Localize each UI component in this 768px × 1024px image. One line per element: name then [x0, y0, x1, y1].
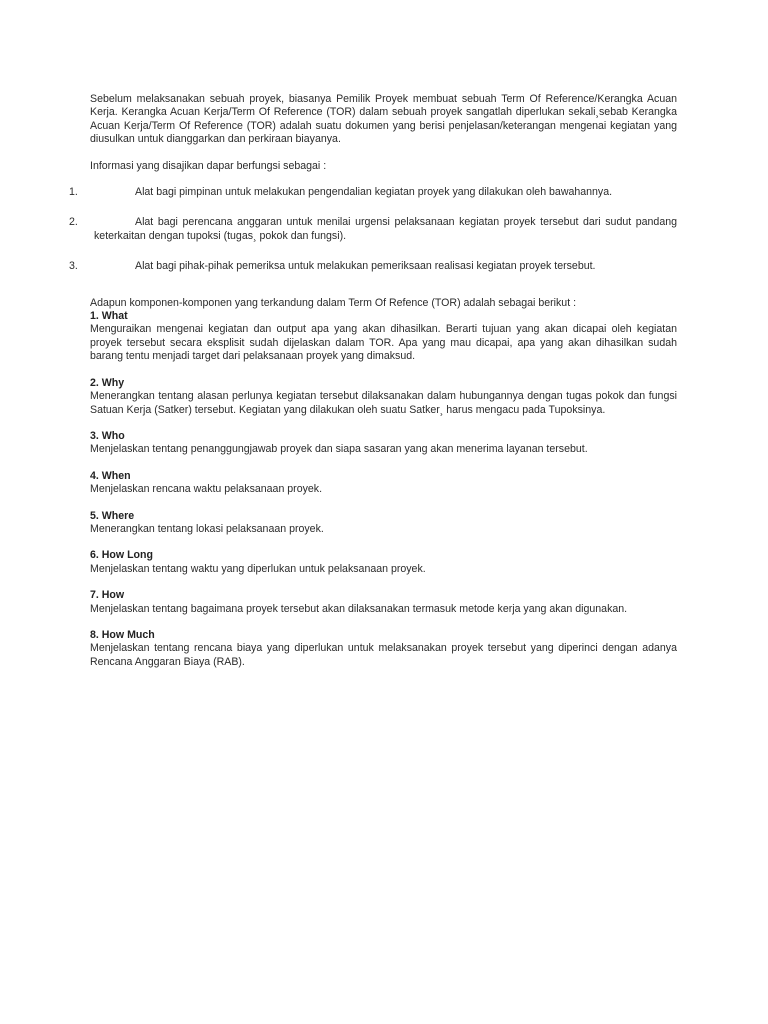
component-text: Menjelaskan rencana waktu pelaksanaan proyek.	[90, 483, 323, 496]
component-when	[90, 470, 677, 497]
component-text: Menguraikan mengenai kegiatan dan output apa yang akan dihasilkan. Berarti tujuan yang akan dicapai oleh kegiatan proyek tersebut secara eksplisit sudah dijelaskan dalam TOR. Apa yang mau dicapai, apa yang akan dihasilkan sudah barang tentu menjadi target dari pelaksanaan proyek yang dimaksud.	[90, 323, 677, 363]
component-heading: 3. Who	[90, 429, 125, 442]
list-text: Alat bagi perencana anggaran untuk menilai urgensi pelaksanaan kegiatan proyek tersebut dari sudut pandang keterkaitan dengan tupoksi (tugas¸ pokok dan fungsi).	[94, 216, 677, 242]
component-text: Menjelaskan tentang waktu yang diperlukan untuk pelaksanaan proyek.	[90, 562, 426, 575]
list-number: 1.	[69, 186, 78, 199]
component-text: Menjelaskan tentang penanggungjawab proyek dan siapa sasaran yang akan menerima layanan tersebut.	[90, 443, 588, 456]
list-text: Alat bagi pimpinan untuk melakukan pengendalian kegiatan proyek yang dilakukan oleh bawahannya.	[135, 186, 613, 199]
component-heading: 1. What	[90, 310, 128, 323]
list-text: Alat bagi pihak-pihak pemeriksa untuk melakukan pemeriksaan realisasi kegiatan proyek tersebut.	[135, 260, 596, 273]
list-number: 3.	[69, 260, 78, 273]
component-how-long	[90, 549, 677, 576]
list-item	[70, 216, 677, 243]
component-why	[90, 377, 677, 417]
component-heading: 8. How Much	[90, 628, 155, 641]
component-how-much	[90, 629, 677, 669]
component-text: Menerangkan tentang lokasi pelaksanaan proyek.	[90, 522, 324, 535]
component-text: Menerangkan tentang alasan perlunya kegiatan tersebut dilaksanakan dalam hubungannya dengan tugas pokok dan fungsi Satuan Kerja (Satker) tersebut. Kegiatan yang dilakukan oleh suatu Satker¸ harus mengacu pada Tupoksinya.	[90, 390, 677, 416]
component-where	[90, 510, 677, 537]
intro-paragraph: Sebelum melaksanakan sebuah proyek, biasanya Pemilik Proyek membuat sebuah Term Of Reference/Kerangka Acuan Kerja. Kerangka Acuan Kerja/Term Of Reference (TOR) dalam sebuah proyek sangatlah diperlukan sekali¸sebab Kerangka Acuan Kerja/Term Of Reference (TOR) adalah suatu dokumen yang berisi penjelasan/keterangan mengenai kegiatan yang diusulkan untuk dianggarkan dan perkiraan biayanya.	[90, 93, 677, 146]
component-heading: 6. How Long	[90, 549, 153, 562]
list-item	[70, 186, 677, 199]
component-heading: 7. How	[90, 589, 125, 602]
component-text: Menjelaskan tentang rencana biaya yang diperlukan untuk melaksanakan proyek tersebut yang diperinci dengan adanya Rencana Anggaran Biaya (RAB).	[90, 642, 677, 668]
list-number: 2.	[69, 216, 78, 229]
component-heading: 5. Where	[90, 509, 135, 522]
document-body	[69, 93, 677, 682]
list-item	[70, 260, 677, 273]
component-how	[90, 589, 677, 616]
component-heading: 2. Why	[90, 376, 125, 389]
component-text: Menjelaskan tentang bagaimana proyek tersebut akan dilaksanakan termasuk metode kerja yang akan digunakan.	[90, 602, 628, 615]
functions-lead: Informasi yang disajikan dapar berfungsi sebagai :	[90, 159, 327, 172]
component-what	[90, 310, 677, 364]
components-lead: Adapun komponen-komponen yang terkandung dalam Term Of Refence (TOR) adalah sebagai berikut :	[90, 296, 577, 309]
functions-list	[70, 186, 677, 274]
component-heading: 4. When	[90, 469, 131, 482]
component-who	[90, 430, 677, 457]
